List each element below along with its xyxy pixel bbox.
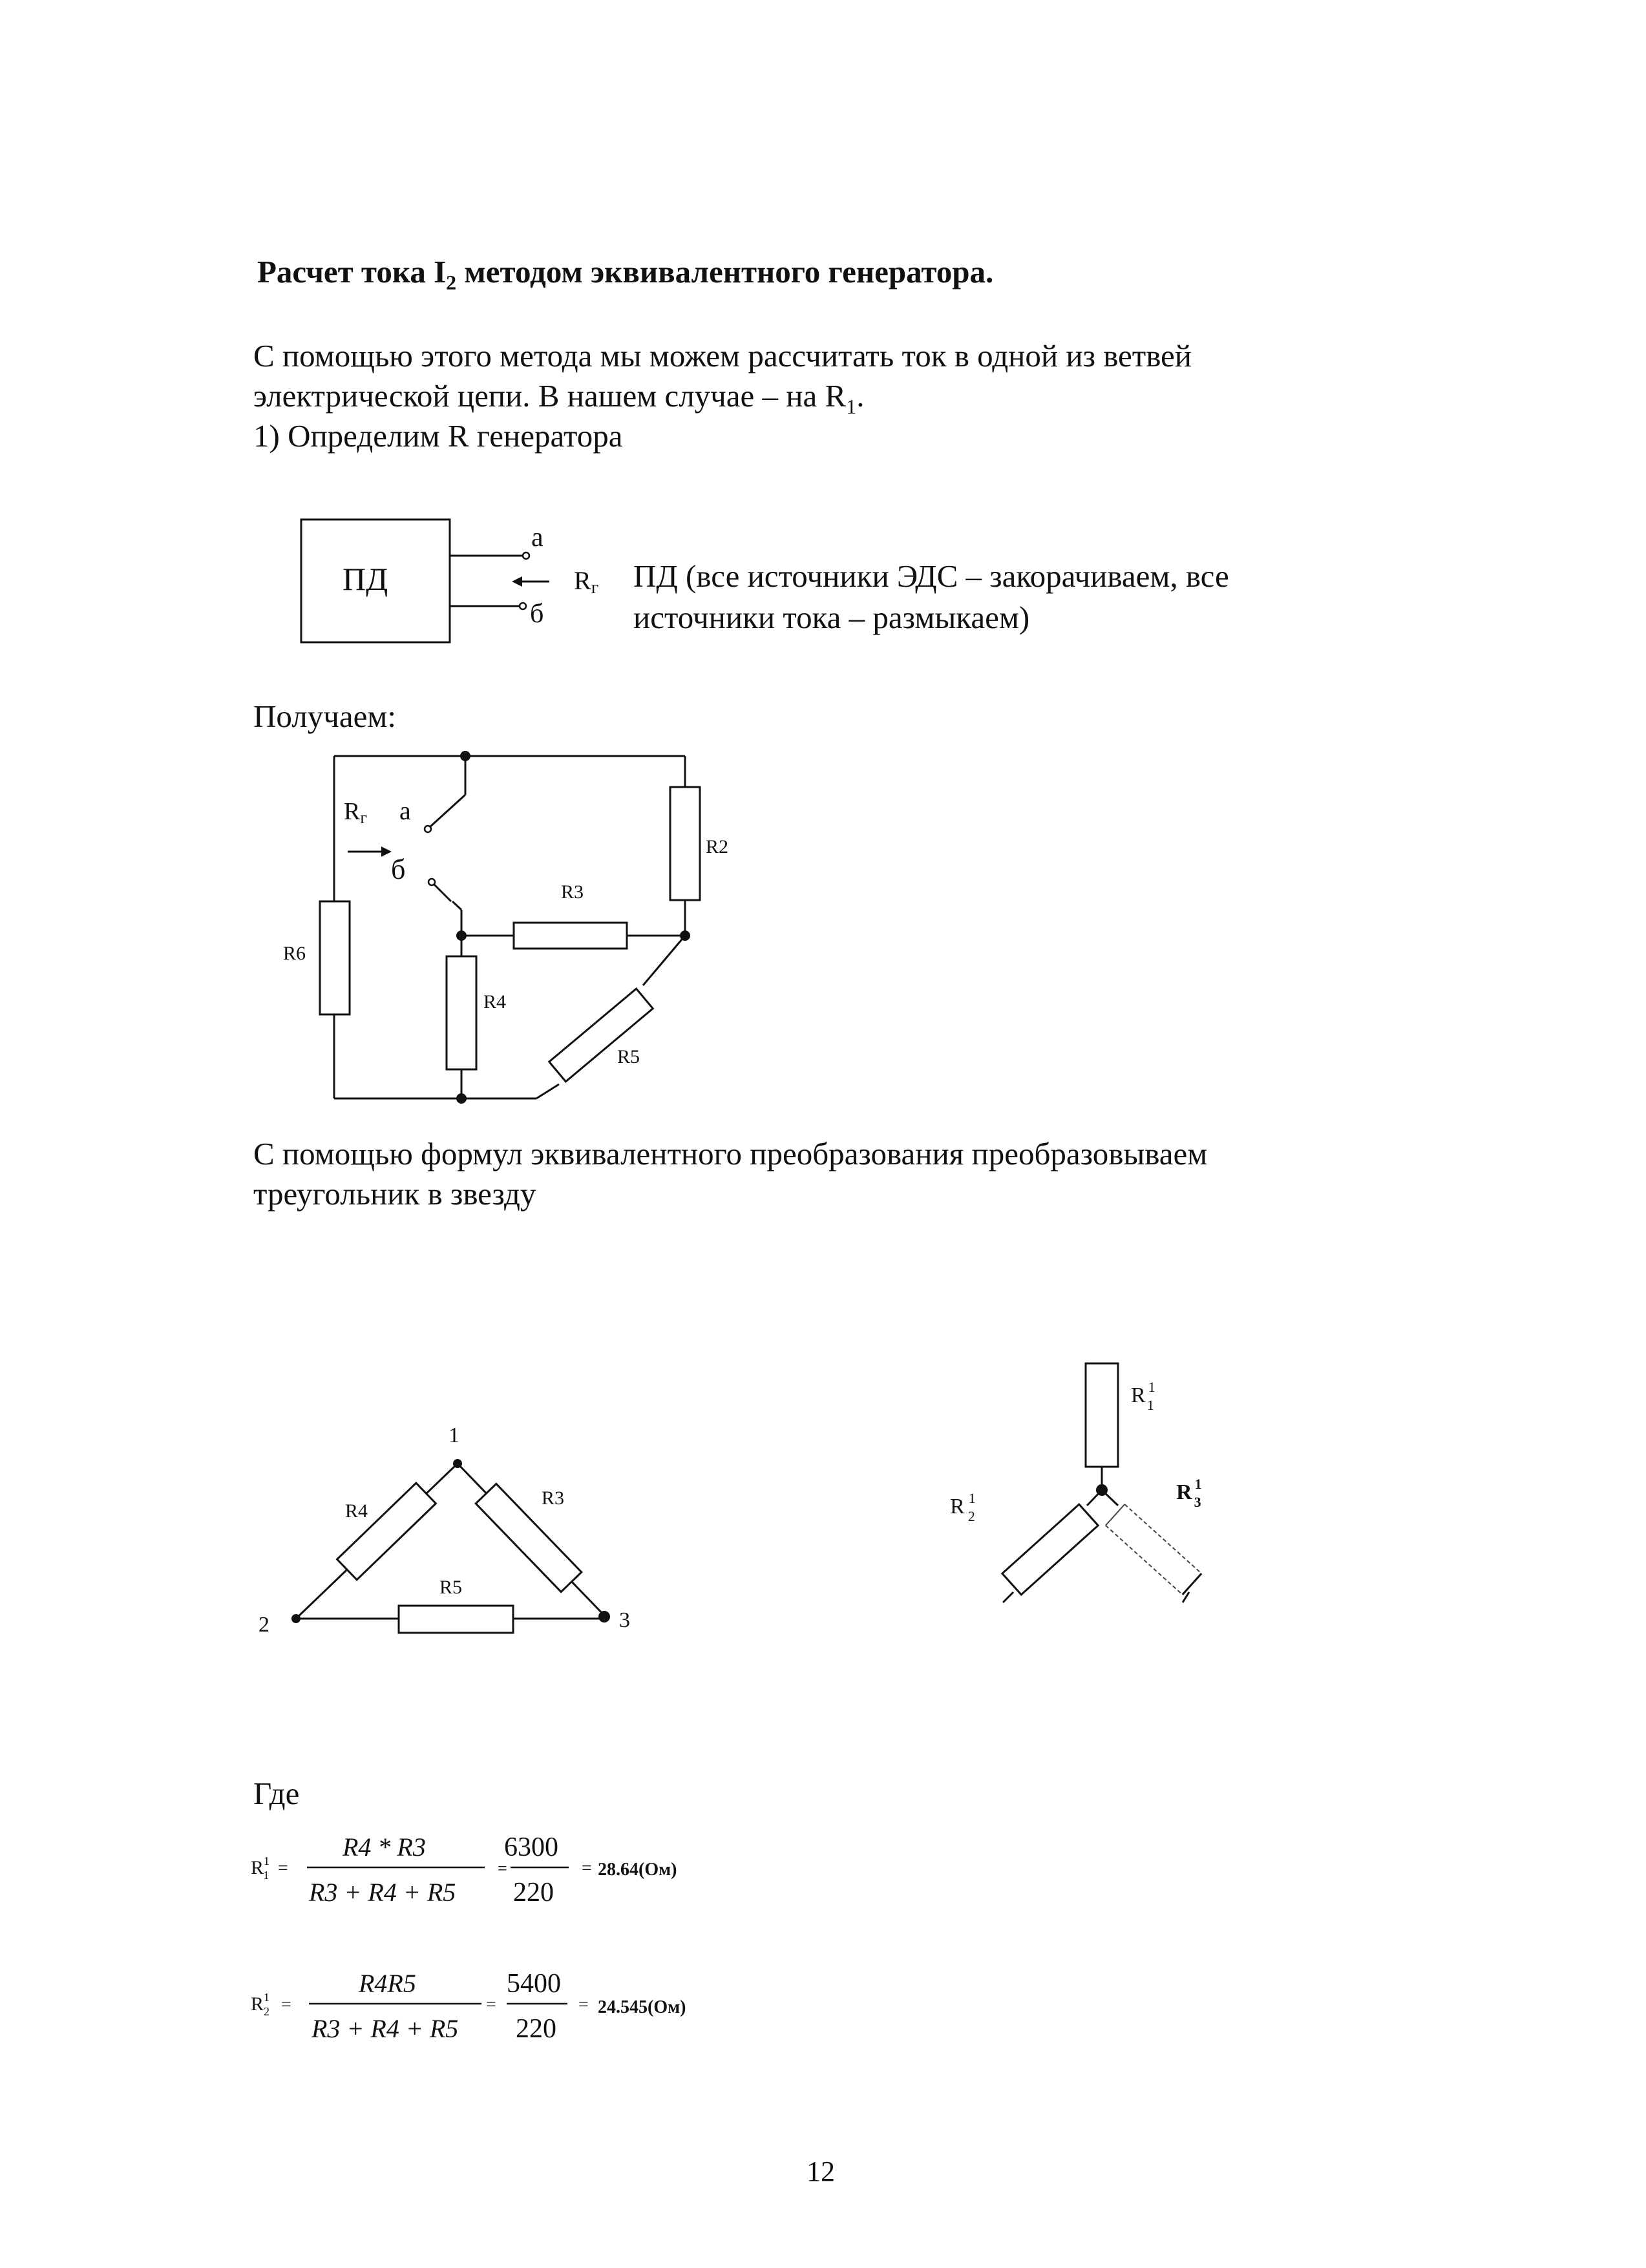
- label-r4: R4: [483, 991, 507, 1013]
- passive-network-diagram: [284, 504, 620, 659]
- wire-switch-b-diag: [434, 885, 451, 901]
- star-wire-left: [1087, 1490, 1102, 1506]
- star-label-r2: R $^1$ 2: [950, 1490, 976, 1524]
- delta-resistor-r5: [399, 1606, 513, 1633]
- formula1-denominator: R3 + R4 + R5: [309, 1878, 456, 1907]
- star-resistor-r2: [1002, 1504, 1098, 1595]
- delta-resistor-r3: [476, 1484, 582, 1591]
- intro-line-2-suffix: .: [856, 378, 865, 414]
- star-resistor-r3: [1106, 1504, 1201, 1595]
- formula1-value-den: 220: [513, 1878, 554, 1907]
- formula1-lhs: $R^1$ 1: [251, 1854, 269, 1882]
- circuit-b-label: б: [391, 854, 406, 885]
- note-line-1: ПД (все источники ЭДС – закорачиваем, все: [633, 558, 1229, 594]
- node-bottom: [456, 1093, 467, 1104]
- circuit-rg-label: Rг: [344, 798, 368, 827]
- reduced-circuit: [271, 737, 763, 1118]
- delta-node-3-label: 3: [619, 1608, 630, 1632]
- formula2-equals-2: =: [486, 1995, 496, 2015]
- delta-node-2-label: 2: [259, 1613, 269, 1637]
- formula2-value-den: 220: [516, 2014, 556, 2044]
- resistor-r4: [447, 956, 476, 1069]
- wire-r5-top: [643, 936, 685, 985]
- formula2-result: 24.545(Ом): [598, 1997, 686, 2017]
- label-r6: R6: [283, 943, 306, 964]
- delta-label-r3: R3: [542, 1487, 565, 1509]
- short-circuit-note: [633, 556, 1229, 638]
- terminal-b: [428, 879, 435, 885]
- received-label: Получаем:: [253, 698, 396, 734]
- formula2-equals-3: =: [578, 1995, 589, 2015]
- intro-line-2-text: электрической цепи. В нашем случае – на R: [253, 378, 847, 414]
- delta-label-r4: R4: [345, 1500, 368, 1522]
- delta-circuit: [246, 1409, 659, 1654]
- circuit-arrow-head: [381, 846, 392, 857]
- delta-node-2: [291, 1614, 301, 1623]
- page-number: 12: [807, 2156, 835, 2187]
- arrow-head: [512, 576, 522, 587]
- terminal-a: [425, 826, 431, 832]
- intro-line-2-subscript: 1: [846, 394, 857, 418]
- terminal-a-dot: [523, 552, 529, 559]
- wire-switch-a-diag: [430, 795, 465, 827]
- delta-node-3: [598, 1611, 610, 1622]
- star-wire-left-end: [1003, 1592, 1013, 1602]
- note-line-2: источники тока – размыкаем): [633, 600, 1030, 635]
- step-1-text: 1) Определим R генератора: [253, 418, 623, 454]
- label-r5: R5: [617, 1046, 640, 1067]
- formula1-result: 28.64(Ом): [598, 1860, 677, 1880]
- transform-line-1: С помощью формул эквивалентного преобразования преобразовываем: [253, 1136, 1208, 1171]
- star-resistor-r1: [1086, 1363, 1118, 1467]
- wire-switch-b-diag-2: [452, 901, 461, 910]
- formula2-equals: =: [281, 1995, 291, 2015]
- formula1-numerator: R4 * R3: [343, 1832, 426, 1862]
- star-label-r1: R $^1$ 1: [1131, 1379, 1155, 1413]
- formula2-value-num: 5400: [507, 1969, 561, 1999]
- rg-label: Rг: [574, 566, 599, 598]
- formula2-denominator: R3 + R4 + R5: [311, 2014, 459, 2043]
- where-label: Где: [253, 1776, 300, 1811]
- circuit-a-label: a: [399, 796, 411, 825]
- resistor-r3: [514, 923, 627, 949]
- terminal-b-label: б: [530, 599, 544, 629]
- label-r2: R2: [706, 836, 729, 857]
- label-r3: R3: [561, 881, 584, 903]
- terminal-a-label: a: [531, 523, 543, 552]
- intro-line-1: С помощью этого метода мы можем рассчитать ток в одной из ветвей: [253, 338, 1192, 373]
- star-circuit: [931, 1344, 1280, 1615]
- formula1-equals-2: =: [498, 1859, 507, 1878]
- terminal-b-dot: [520, 603, 526, 609]
- heading-subscript: 2: [446, 270, 457, 294]
- formula1-equals-3: =: [582, 1858, 592, 1878]
- delta-label-r5: R5: [439, 1577, 463, 1598]
- heading-text-suffix: методом эквивалентного генератора.: [456, 254, 994, 289]
- star-label-r3: R $^1$ 3: [1176, 1476, 1202, 1510]
- delta-node-1-label: 1: [448, 1423, 459, 1447]
- formula-r2: [246, 1955, 776, 2058]
- delta-resistor-r4: [337, 1483, 436, 1580]
- formula1-value-num: 6300: [504, 1832, 558, 1862]
- formula2-lhs: $R^1$ 2: [251, 1991, 270, 2018]
- delta-node-1: [453, 1459, 462, 1468]
- page-heading: [257, 253, 993, 295]
- resistor-r5: [549, 989, 653, 1082]
- wire-r5-bottom: [536, 1084, 559, 1098]
- heading-text: Расчет тока I: [257, 254, 447, 289]
- star-wire-right: [1102, 1490, 1118, 1506]
- box-label: ПД: [343, 561, 388, 597]
- formula1-equals: =: [278, 1858, 288, 1878]
- formula-r1: [246, 1822, 763, 1926]
- resistor-r6: [320, 901, 350, 1014]
- formula2-numerator: R4R5: [359, 1969, 416, 1998]
- transform-line-2: треугольник в звезду: [253, 1176, 536, 1212]
- resistor-r2: [670, 787, 700, 900]
